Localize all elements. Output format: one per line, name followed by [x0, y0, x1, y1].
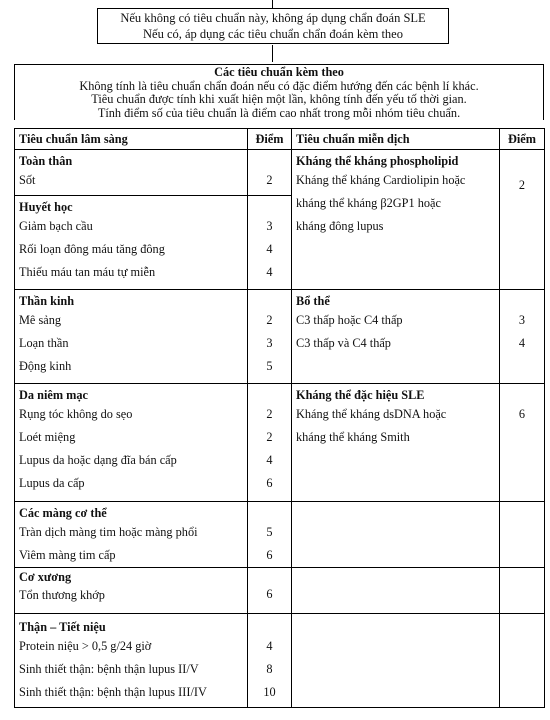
points-cell: [248, 290, 292, 384]
domain-cell: [292, 150, 500, 290]
points-cell: [248, 384, 292, 502]
points-cell: [500, 150, 545, 290]
domain-cell: [15, 614, 248, 708]
domain-name: Toàn thân: [19, 154, 73, 168]
entry-line-2: Nếu có, áp dụng các tiêu chuẩn chẩn đoán kèm theo: [143, 26, 403, 41]
empty-cell: [500, 614, 545, 708]
domain-cell: [15, 290, 248, 384]
domain-cell: [15, 196, 248, 290]
points-cell: [248, 502, 292, 568]
domain-name: Huyết học: [19, 200, 73, 214]
domain-name: Kháng thể kháng phospholipid: [296, 154, 459, 168]
criterion-item: kháng đông lupus: [296, 219, 384, 233]
points-value: 2: [266, 313, 273, 327]
entry-criterion-box: [97, 8, 449, 44]
criterion-item: Rụng tóc không do sẹo: [19, 407, 133, 421]
criteria-title: Các tiêu chuẩn kèm theo: [214, 65, 344, 79]
criterion-item: Protein niệu > 0,5 g/24 giờ: [19, 639, 152, 653]
criterion-item: Mê sảng: [19, 313, 62, 327]
points-value: 4: [266, 265, 273, 279]
domain-cell: [292, 384, 500, 502]
domain-cell: [15, 384, 248, 502]
criterion-item: Sinh thiết thận: bệnh thận lupus III/IV: [19, 685, 207, 699]
empty-cell: [292, 568, 500, 614]
empty-cell: [292, 502, 500, 568]
criterion-item: Động kinh: [19, 359, 72, 373]
criterion-item: Lupus da cấp: [19, 476, 85, 490]
criteria-note-3: Tính điểm số của tiêu chuẩn là điểm cao nhất trong mỗi nhóm tiêu chuẩn.: [97, 105, 461, 120]
points-value: 3: [266, 219, 273, 233]
points-cell: [248, 568, 292, 614]
domain-name: Thận – Tiết niệu: [19, 620, 106, 634]
header-points: Điểm: [500, 129, 545, 150]
table-header-row: [15, 129, 545, 150]
entry-line-1: Nếu không có tiêu chuẩn này, không áp dụng chẩn đoán SLE: [120, 11, 426, 25]
table-row: [15, 614, 545, 708]
criterion-item: Tràn dịch màng tim hoặc màng phổi: [19, 525, 198, 539]
points-cell: [500, 290, 545, 384]
points-value: 6: [518, 407, 526, 421]
criteria-note-1: Không tính là tiêu chuẩn chẩn đoán nếu có đặc điểm hướng đến các bệnh lí khác.: [79, 78, 479, 93]
table-row: [15, 568, 545, 614]
criterion-item: C3 thấp hoặc C4 thấp: [296, 313, 403, 327]
empty-cell: [500, 502, 545, 568]
criterion-item: kháng thể kháng Smith: [296, 430, 410, 444]
criteria-table: [14, 128, 545, 708]
points-value: 6: [266, 476, 273, 490]
points-value: 10: [263, 685, 276, 699]
domain-cell: [15, 502, 248, 568]
points-value: 2: [266, 430, 273, 444]
criterion-item: Kháng thể kháng Cardiolipin hoặc: [296, 173, 466, 187]
points-value: 3: [266, 336, 273, 350]
criterion-item: Loạn thần: [19, 336, 69, 350]
table-row: [15, 150, 545, 196]
table-row: [15, 502, 545, 568]
points-value: 4: [266, 639, 273, 653]
header-points: Điểm: [248, 129, 292, 150]
points-value: 2: [518, 178, 526, 192]
points-value: 5: [266, 525, 273, 539]
points-value: 6: [266, 587, 273, 601]
points-cell: [500, 384, 545, 502]
flow-arrow-down: [272, 45, 273, 62]
criterion-item: Giảm bạch cầu: [19, 219, 93, 233]
points-cell: [248, 614, 292, 708]
criterion-item: Loét miệng: [19, 430, 76, 444]
domain-name: Kháng thể đặc hiệu SLE: [296, 388, 425, 402]
domain-cell: [292, 290, 500, 384]
points-cell: [248, 150, 292, 196]
criterion-item: Thiếu máu tan máu tự miễn: [19, 265, 156, 279]
domain-name: Da niêm mạc: [19, 388, 88, 402]
points-value: 6: [266, 548, 273, 562]
domain-cell: [15, 150, 248, 196]
empty-cell: [292, 614, 500, 708]
criterion-item: Kháng thể kháng dsDNA hoặc: [296, 407, 447, 421]
criterion-item: Sốt: [19, 173, 36, 187]
additive-criteria-header: [14, 64, 544, 120]
points-value: 8: [266, 662, 273, 676]
criteria-note-2: Tiêu chuẩn được tính khi xuất hiện một lần, không tính đến yếu tố thời gian.: [91, 92, 467, 106]
table-row: [15, 384, 545, 502]
table-row: [15, 290, 545, 384]
criterion-item: Rối loạn đông máu tăng đông: [19, 242, 165, 256]
points-value: 4: [266, 242, 273, 256]
points-value: 2: [266, 173, 273, 187]
domain-cell: [15, 568, 248, 614]
criterion-item: Lupus da hoặc dạng đĩa bán cấp: [19, 453, 177, 467]
criterion-item: Sinh thiết thận: bệnh thận lupus II/V: [19, 662, 199, 676]
points-value: 5: [266, 359, 273, 373]
domain-name: Các màng cơ thể: [19, 506, 107, 520]
points-value: 4: [266, 453, 273, 467]
points-cell: [248, 196, 292, 290]
criterion-item: Tổn thương khớp: [19, 588, 105, 602]
domain-name: Bổ thể: [296, 294, 330, 308]
criterion-item: kháng thể kháng β2GP1 hoặc: [296, 196, 441, 210]
flow-arrow-top: [272, 0, 273, 8]
domain-name: Thần kinh: [19, 294, 75, 308]
empty-cell: [500, 568, 545, 614]
points-value: 4: [518, 336, 526, 350]
points-value: 3: [518, 313, 526, 327]
header-clinical: Tiêu chuẩn lâm sàng: [15, 129, 248, 150]
criterion-item: C3 thấp và C4 thấp: [296, 336, 391, 350]
domain-name: Cơ xương: [19, 570, 72, 584]
criterion-item: Viêm màng tim cấp: [19, 548, 116, 562]
points-value: 2: [266, 407, 273, 421]
header-immunologic: Tiêu chuẩn miễn dịch: [292, 129, 500, 150]
